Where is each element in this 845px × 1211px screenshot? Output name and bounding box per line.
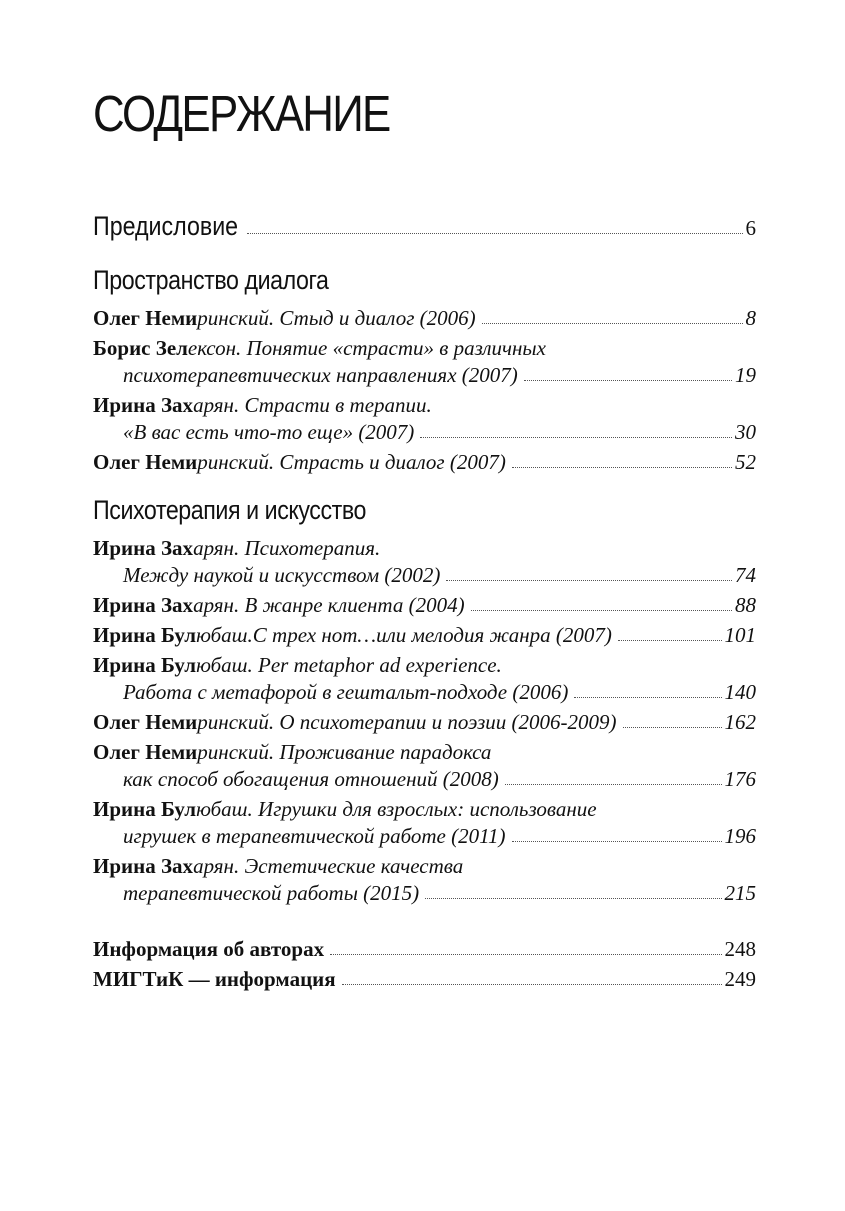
dot-leader bbox=[247, 232, 743, 234]
entry-title-cont: игрушек в терапевтической работе (2011) bbox=[123, 824, 506, 848]
toc-entry-continuation[interactable] bbox=[123, 419, 756, 445]
entry-title-cont: Работа с метафорой в гештальт-подходе (2006) bbox=[123, 680, 569, 704]
entry-title: ринский. Стыд и диалог (2006) bbox=[197, 306, 476, 330]
entry-title: юбаш. Per metaphor ad experience. bbox=[196, 653, 502, 677]
toc-entry[interactable] bbox=[93, 392, 432, 418]
entry-title-cont: «В вас есть что-то еще» (2007) bbox=[123, 420, 415, 444]
entry-title-cont: терапевтической работы (2015) bbox=[123, 881, 420, 905]
toc-entry-continuation[interactable] bbox=[123, 880, 756, 906]
author-name: Ирина Зах bbox=[93, 393, 194, 417]
entry-title: ексон. Понятие «страсти» в различных bbox=[187, 336, 546, 360]
entry-title-cont: Между наукой и искусством (2002) bbox=[123, 563, 441, 587]
dot-leader bbox=[330, 953, 721, 955]
dot-leader bbox=[471, 609, 732, 611]
toc-entry[interactable] bbox=[93, 853, 463, 879]
entry-title: ринский. Проживание парадокса bbox=[197, 740, 492, 764]
entry-title-cont: как способ обогащения отношений (2008) bbox=[123, 767, 499, 791]
toc-entry-preface[interactable] bbox=[93, 210, 756, 244]
page-number: 19 bbox=[735, 363, 756, 387]
page-title: СОДЕРЖАНИЕ bbox=[93, 85, 390, 142]
entry-title: ринский. О психотерапии и поэзии (2006-2009) bbox=[197, 710, 617, 734]
dot-leader bbox=[420, 436, 732, 438]
entry-title: арян. В жанре клиента (2004) bbox=[193, 593, 465, 617]
toc-entry[interactable] bbox=[93, 449, 756, 475]
author-name: Ирина Зах bbox=[93, 854, 194, 878]
toc-entry-continuation[interactable] bbox=[123, 766, 756, 792]
page-number: 101 bbox=[724, 623, 756, 647]
toc-entry-continuation[interactable] bbox=[123, 362, 756, 388]
toc-entry-continuation[interactable] bbox=[123, 679, 756, 705]
toc-entry[interactable] bbox=[93, 709, 756, 735]
toc-entry-continuation[interactable] bbox=[123, 562, 756, 588]
toc-entry[interactable] bbox=[93, 739, 491, 765]
author-name: Олег Неми bbox=[93, 710, 198, 734]
page-number: 140 bbox=[724, 680, 756, 704]
dot-leader bbox=[505, 783, 722, 785]
page-number: 196 bbox=[724, 824, 756, 848]
dot-leader bbox=[512, 840, 722, 842]
page-number: 176 bbox=[724, 767, 756, 791]
author-name: Ирина Зах bbox=[93, 593, 194, 617]
author-name: Ирина Бул bbox=[93, 653, 197, 677]
dot-leader bbox=[446, 579, 732, 581]
dot-leader bbox=[574, 696, 721, 698]
entry-title: арян. Эстетические качества bbox=[193, 854, 464, 878]
toc-entry[interactable] bbox=[93, 305, 756, 331]
toc-entry[interactable] bbox=[93, 652, 502, 678]
author-name: Ирина Бул bbox=[93, 797, 197, 821]
toc-entry[interactable] bbox=[93, 335, 546, 361]
page-number: 88 bbox=[735, 593, 756, 617]
dot-leader bbox=[623, 726, 722, 728]
dot-leader bbox=[618, 639, 722, 641]
author-name: Олег Неми bbox=[93, 306, 198, 330]
page-number: 6 bbox=[745, 216, 756, 240]
page-number: 30 bbox=[735, 420, 756, 444]
entry-title-cont: психотерапевтических направлениях (2007) bbox=[123, 363, 518, 387]
toc-entry-continuation[interactable] bbox=[123, 823, 756, 849]
page-number: 8 bbox=[745, 306, 756, 330]
toc-entry[interactable] bbox=[93, 622, 756, 648]
toc-entry[interactable] bbox=[93, 796, 597, 822]
page-number: 248 bbox=[724, 937, 756, 961]
page-number: 52 bbox=[735, 450, 756, 474]
author-name: Олег Неми bbox=[93, 740, 198, 764]
entry-title: ринский. Страсть и диалог (2007) bbox=[197, 450, 506, 474]
entry-label: Предисловие bbox=[93, 211, 239, 241]
entry-title: арян. Страсти в терапии. bbox=[193, 393, 432, 417]
author-name: Олег Неми bbox=[93, 450, 198, 474]
entry-title: арян. Психотерапия. bbox=[193, 536, 381, 560]
page-number: 249 bbox=[724, 967, 756, 991]
dot-leader bbox=[512, 466, 732, 468]
author-name: Ирина Зах bbox=[93, 536, 194, 560]
author-name: Ирина Бул bbox=[93, 623, 197, 647]
dot-leader bbox=[425, 897, 721, 899]
dot-leader bbox=[482, 322, 743, 324]
section-heading: Пространство диалога bbox=[93, 265, 329, 295]
toc-entry-migtik-info[interactable] bbox=[93, 966, 756, 992]
toc-entry[interactable] bbox=[93, 535, 380, 561]
toc-entry[interactable] bbox=[93, 592, 756, 618]
page-number: 74 bbox=[735, 563, 756, 587]
page-number: 215 bbox=[724, 881, 756, 905]
dot-leader bbox=[342, 983, 722, 985]
dot-leader bbox=[524, 379, 732, 381]
author-name: Борис Зел bbox=[93, 336, 188, 360]
entry-label: МИГТиК — информация bbox=[93, 967, 336, 991]
page-number: 162 bbox=[724, 710, 756, 734]
toc-entry-authors-info[interactable] bbox=[93, 936, 756, 962]
section-heading: Психотерапия и искусство bbox=[93, 495, 367, 525]
entry-title: юбаш.С трех нот…или мелодия жанра (2007) bbox=[196, 623, 612, 647]
entry-title: юбаш. Игрушки для взрослых: использование bbox=[196, 797, 597, 821]
entry-label: Информация об авторах bbox=[93, 937, 325, 961]
